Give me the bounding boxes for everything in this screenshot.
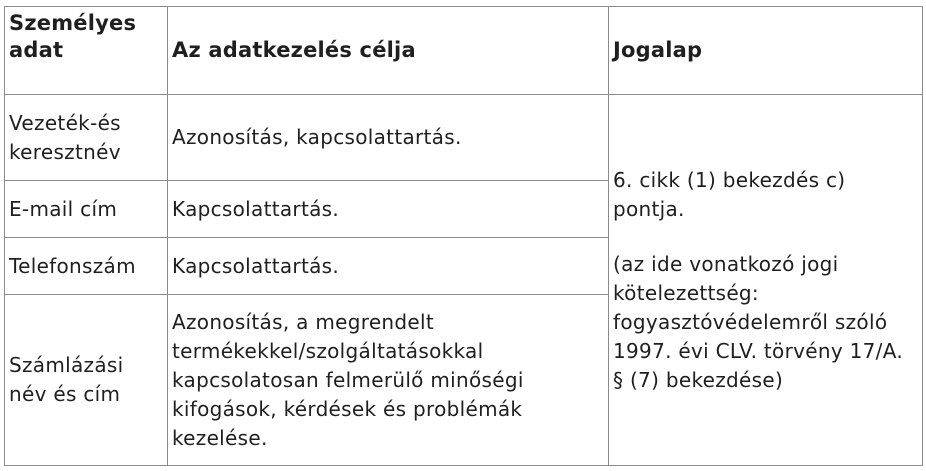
cell-legal-basis [609,95,923,466]
cell-personal-data: Számlázási név és cím [5,295,168,466]
data-processing-table-container [4,6,922,466]
legal-basis-note: (az ide vonatkozó jogi kötelezettség: fogyasztóvédelemről szóló 1997. évi CLV. törvény 17/A. § (7) bekezdése) [613,251,903,392]
data-processing-table [4,6,923,466]
cell-purpose: Kapcsolattartás. [168,181,609,238]
table-header-row [5,7,923,95]
header-purpose: Az adatkezelés célja [168,7,609,95]
header-personal-data: Személyes adat [5,7,168,95]
cell-purpose: Kapcsolattartás. [168,238,609,295]
table-row [5,95,923,181]
cell-purpose: Azonosítás, a megrendelt termékekkel/szolgáltatásokkal kapcsolatosan felmerülő minőségi kifogások, kérdések és problémák kezelése. [168,295,609,466]
header-legal-basis: Jogalap [609,7,923,95]
legal-basis-main: 6. cikk (1) bekezdés c) pontja. [613,167,846,221]
cell-purpose: Azonosítás, kapcsolattartás. [168,95,609,181]
cell-personal-data: Vezeték-és keresztnév [5,95,168,181]
cell-personal-data: Telefonszám [5,238,168,295]
cell-personal-data: E-mail cím [5,181,168,238]
